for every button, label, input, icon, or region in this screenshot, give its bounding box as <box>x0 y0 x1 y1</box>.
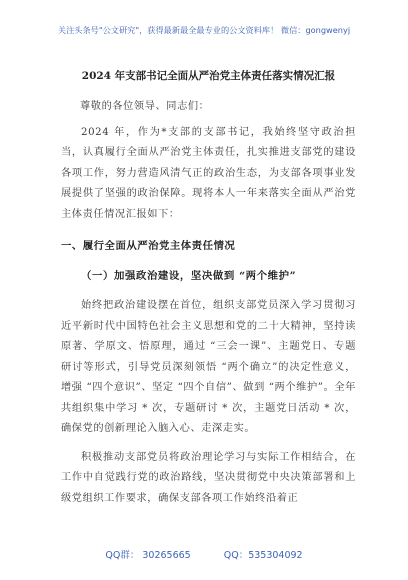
footer-contact <box>0 547 408 561</box>
body-paragraph: 积极推动支部党员将政治理论学习与实际工作相结合，在工作中自觉践行党的政治路线，坚决贯彻党中央决策部署和上级党组织工作要求，确保支部各项工作始终沿着正 <box>61 451 356 504</box>
document-body <box>61 69 356 509</box>
top-banner <box>0 0 408 64</box>
section-heading: 一、履行全面从严治党主体责任情况 <box>61 240 236 252</box>
intro-paragraph: 2024 年，作为*支部的支部书记，我始终坚守政治担当，认真履行全面从严治党主体责任，扎实推进支部党的建设各项工作，努力营造风清气正的政治生态，为支部各项事业发展提供了坚强的政治保障。现将本人一年来落实全面从严治党主体责任情况汇报如下： <box>61 126 356 220</box>
document-title: 2024 年支部书记全面从严治党主体责任落实情况汇报 <box>81 70 336 82</box>
body-paragraph: 始终把政治建设摆在首位，组织支部党员深入学习贯彻习近平新时代中国特色社会主义思想和党的二十大精神，坚持读原著、学原文、悟原理，通过 “三会一课”、主题党日、专题研讨等形式，引导党员深刻领悟 “两个确立”的决定性意义，增强 “四个意识”、坚定 “四个自信”、做到 “两个维护”。全年共组织集中学习 * 次，专题研讨 * 次，主题党日活动 * 次，确保党的创新理论入脑入心、走深走实。 <box>61 300 356 434</box>
banner-text: 关注头条号"公文研究"，获得最新最全最专业的公文资料库！ 微信：gongwenyj <box>57 25 351 35</box>
qq-text: QQ：535304092 <box>223 550 303 561</box>
qq-group-text: QQ群： 30265665 <box>105 550 191 561</box>
subsection-heading: （一）加强政治建设，坚决做到 “两个维护” <box>81 270 297 282</box>
salutation: 尊敬的各位领导、同志们： <box>80 101 210 112</box>
